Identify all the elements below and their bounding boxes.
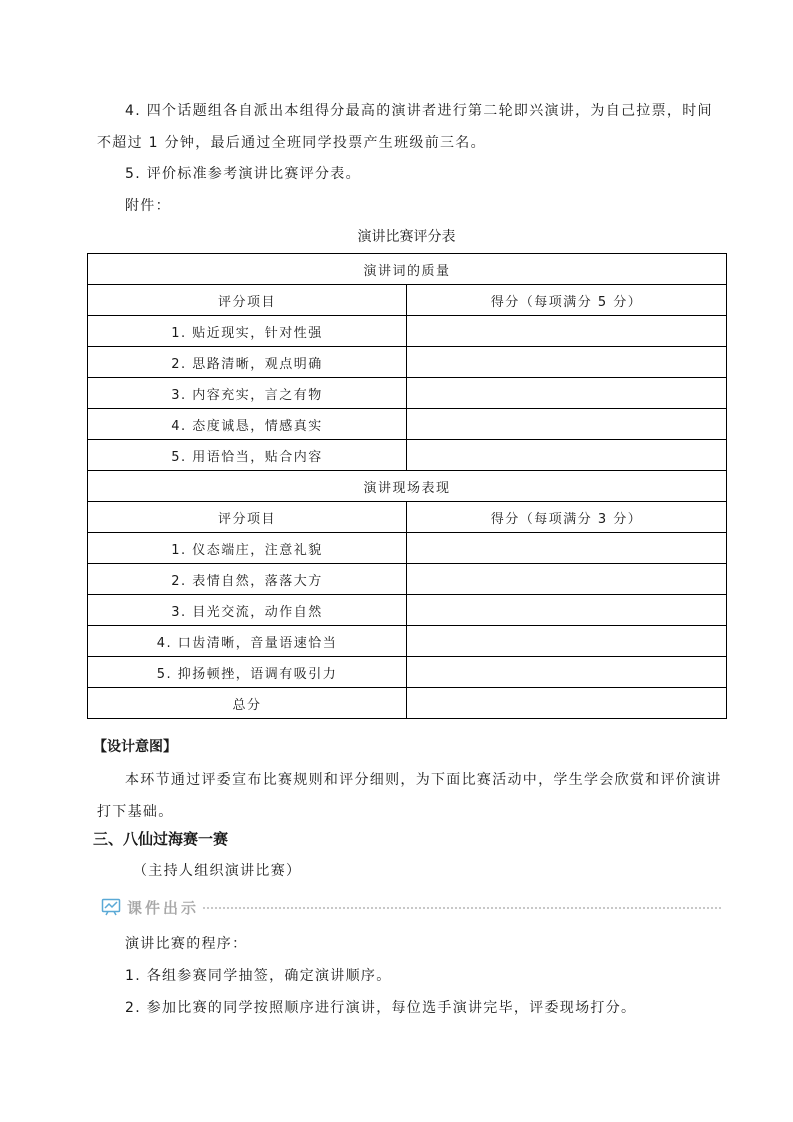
design-intent-heading: 【设计意图】 [93,739,177,755]
score-cell[interactable] [407,409,727,440]
design-intent-body: 本环节通过评委宣布比赛规则和评分细则，为下面比赛活动中，学生学会欣赏和评价演讲打下基础。 [97,772,722,820]
table-row [88,409,727,440]
score-cell[interactable] [407,347,727,378]
table-row [88,316,727,347]
total-row [88,688,727,719]
rule-item-5: 5. 评价标准参考演讲比赛评分表。 [125,166,361,182]
column-header-item: 评分项目 [88,502,407,533]
criterion-label: 2. 思路清晰，观点明确 [88,347,407,378]
criterion-label: 2. 表情自然，落落大方 [88,564,407,595]
table-row [88,378,727,409]
column-header-item: 评分项目 [88,285,407,316]
criterion-label: 3. 目光交流，动作自然 [88,595,407,626]
criterion-label: 5. 抑扬顿挫，语调有吸引力 [88,657,407,688]
rule-item-4: 4. 四个话题组各自派出本组得分最高的演讲者进行第二轮即兴演讲，为自己拉票，时间不超过 1 分钟，最后通过全班同学投票产生班级前三名。 [97,103,713,151]
column-header-score: 得分（每项满分 5 分） [407,285,727,316]
score-cell[interactable] [407,595,727,626]
table-row [88,595,727,626]
table-row [88,626,727,657]
score-cell[interactable] [407,440,727,471]
section-heading-speech-quality: 演讲词的质量 [88,254,727,285]
total-score-cell[interactable] [407,688,727,719]
table-row [88,533,727,564]
courseware-label: 课件出示 [127,898,200,917]
score-cell[interactable] [407,378,727,409]
criterion-label: 4. 态度诚恳，情感真实 [88,409,407,440]
column-header-score: 得分（每项满分 3 分） [407,502,727,533]
procedure-title: 演讲比赛的程序： [125,936,248,952]
score-cell[interactable] [407,533,727,564]
host-note: （主持人组织演讲比赛） [133,863,302,879]
total-label: 总分 [88,688,407,719]
table-row [88,440,727,471]
score-cell[interactable] [407,657,727,688]
score-cell[interactable] [407,316,727,347]
section-3-heading: 三、八仙过海赛一赛 [93,830,229,848]
score-cell[interactable] [407,564,727,595]
section-heading-live-performance: 演讲现场表现 [88,471,727,502]
procedure-step: 1. 各组参赛同学抽签，确定演讲顺序。 [125,968,392,984]
criterion-label: 1. 贴近现实，针对性强 [88,316,407,347]
table-row [88,657,727,688]
courseware-banner [101,893,721,921]
criterion-label: 4. 口齿清晰，音量语速恰当 [88,626,407,657]
attachment-label: 附件： [125,198,171,214]
score-cell[interactable] [407,626,727,657]
criterion-label: 5. 用语恰当，贴合内容 [88,440,407,471]
presentation-chart-icon [101,898,121,916]
table-row [88,347,727,378]
table-row [88,564,727,595]
procedure-step: 2. 参加比赛的同学按照顺序进行演讲，每位选手演讲完毕，评委现场打分。 [125,1000,637,1016]
criterion-label: 3. 内容充实，言之有物 [88,378,407,409]
score-table [87,253,727,719]
score-table-title: 演讲比赛评分表 [357,229,456,245]
dotted-divider [203,907,721,909]
criterion-label: 1. 仪态端庄，注意礼貌 [88,533,407,564]
